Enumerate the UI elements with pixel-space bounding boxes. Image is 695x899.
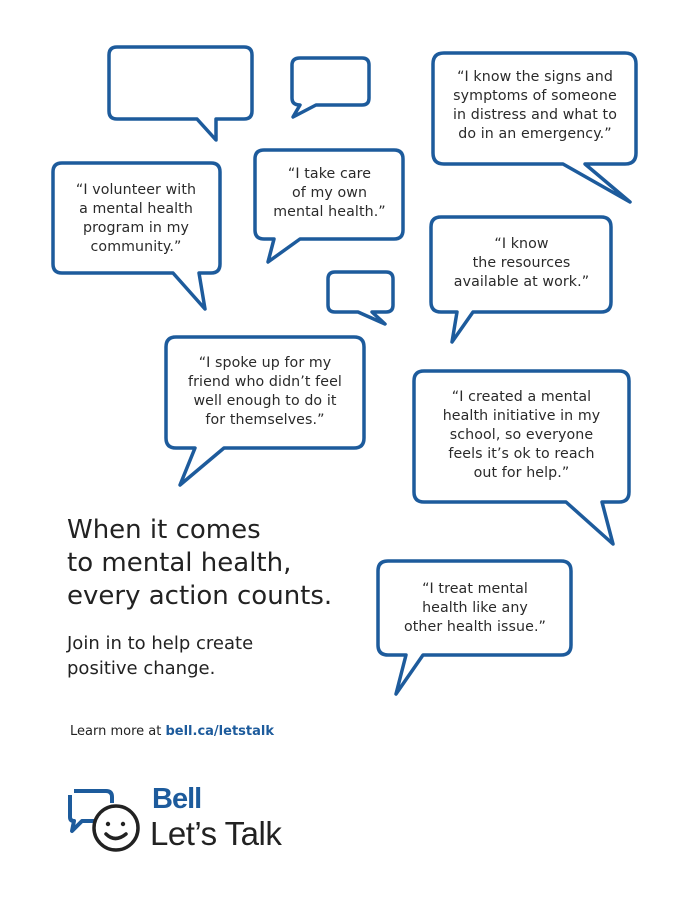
- quote-care: “I take care of my own mental health.”: [273, 166, 386, 220]
- empty-speech-bubble: [292, 58, 369, 117]
- learn-more-line: [70, 724, 274, 739]
- learn-more-text: Learn more at: [70, 724, 166, 739]
- subheadline: Join in to help create positive change.: [67, 633, 254, 679]
- quote-treat: “I treat mental health like any other health issue.”: [403, 581, 547, 635]
- empty-speech-bubble: [328, 272, 393, 324]
- empty-speech-bubble: [109, 47, 252, 140]
- learn-more-link[interactable]: bell.ca/letstalk: [165, 724, 274, 739]
- brand-name: Bell: [152, 783, 202, 815]
- quote-created: “I created a mental health initiative in my school, so everyone feels it’s ok to reach out for help.”: [442, 389, 601, 481]
- quote-spoke: “I spoke up for my friend who didn’t feel well enough to do it for themselves.”: [188, 355, 342, 428]
- headline: When it comes to mental health, every action counts.: [67, 515, 333, 611]
- quote-signs: “I know the signs and symptoms of someone in distress and what to do in an emergency.”: [453, 69, 617, 142]
- brand-tagline: Let’s Talk: [150, 815, 282, 852]
- quote-resources: “I know the resources available at work.”: [453, 236, 590, 290]
- quote-volunteer: “I volunteer with a mental health program in my community.”: [75, 182, 197, 255]
- smiley-face-icon: [94, 806, 138, 850]
- speech-bubble-icon: [70, 791, 112, 831]
